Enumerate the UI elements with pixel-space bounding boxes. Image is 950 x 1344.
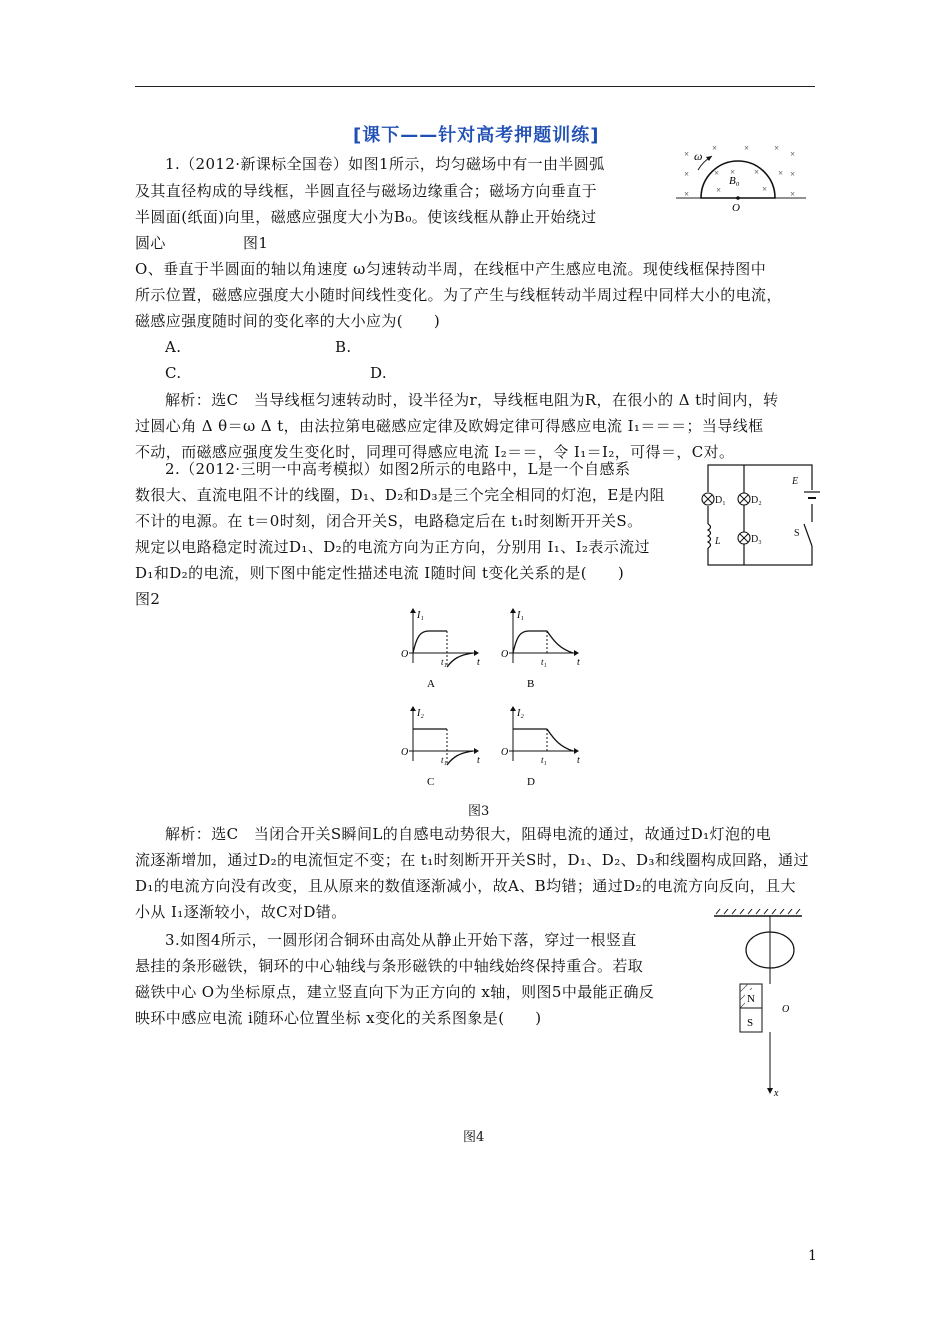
q1-answer-line: 不动，而磁感应强度发生变化时，同理可得感应电流 I₂＝＝，令 I₁＝I₂，可得＝，C对。 bbox=[135, 443, 735, 461]
graph-t-label: t bbox=[477, 755, 480, 766]
field-label: B₀ bbox=[729, 175, 740, 187]
graph-decay-curve bbox=[447, 653, 473, 667]
figure-1-caption: 图1 bbox=[243, 234, 269, 252]
q2-line: D₁和D₂的电流，则下图中能定性描述电流 I随时间 t变化关系的是( ) bbox=[135, 564, 625, 582]
magnet-n-label: N bbox=[747, 993, 755, 1005]
figure-4-magnet bbox=[708, 908, 808, 1098]
graph-t-label: t bbox=[577, 657, 580, 668]
graph-y-label: I₁ bbox=[517, 610, 524, 621]
x-axis-arrow bbox=[767, 1088, 773, 1094]
figure-4-caption: 图4 bbox=[463, 1130, 485, 1145]
page-number: 1 bbox=[808, 1248, 817, 1264]
q1-line: 及其直径构成的导线框，半圆直径与磁场边缘重合；磁场方向垂直于 bbox=[135, 182, 598, 200]
field-cross: × bbox=[790, 169, 796, 179]
q2-line: 2.（2012·三明一中高考模拟）如图2所示的电路中，L是一个自感系 bbox=[165, 460, 631, 478]
field-cross: × bbox=[716, 185, 722, 195]
graph-t-label: t bbox=[577, 755, 580, 766]
field-cross: × bbox=[684, 169, 690, 179]
label-l: L bbox=[715, 536, 721, 547]
graph-current-curve bbox=[413, 631, 447, 653]
field-cross: × bbox=[762, 184, 768, 194]
label-d3: D₃ bbox=[751, 534, 762, 545]
graph-y-label: I₂ bbox=[517, 708, 524, 719]
graph-y-label: I₂ bbox=[417, 708, 424, 719]
figure-3-caption: 图3 bbox=[468, 804, 490, 819]
graph-t-label: t bbox=[477, 657, 480, 668]
q2-answer-line: D₁的电流方向没有改变，且从原来的数值逐渐减小，故A、B均错；通过D₂的电流方向反向，且大 bbox=[135, 877, 796, 895]
graph-option-label: A bbox=[427, 678, 435, 690]
graph-y-arrow bbox=[510, 608, 516, 613]
q1-answer-line: 过圆心角 Δ θ＝ω Δ t，由法拉第电磁感应定律及欧姆定律可得感应电流 I₁＝＝＝；当导线框 bbox=[135, 417, 764, 435]
graph-x-arrow bbox=[474, 650, 479, 656]
q3-line: 悬挂的条形磁铁，铜环的中心轴线与条形磁铁的中轴线始终保持重合。若取 bbox=[135, 957, 644, 975]
field-cross: × bbox=[744, 143, 750, 153]
graph-origin-label: O bbox=[501, 747, 509, 758]
q2-answer-line: 解析：选C 当闭合开关S瞬间L的自感电动势很大，阻碍电流的通过，故通过D₁灯泡的电 bbox=[165, 825, 772, 843]
field-cross: × bbox=[730, 167, 736, 177]
graph-current-curve bbox=[513, 631, 547, 653]
field-cross: × bbox=[684, 189, 690, 199]
q3-line: 3.如图4所示，一圆形闭合铜环由高处从静止开始下落，穿过一根竖直 bbox=[165, 931, 637, 949]
q2-answer-line: 流逐渐增加，通过D₂的电流恒定不变；在 t₁时刻断开开关S时，D₁、D₂、D₃和线圈构成回路，通过 bbox=[135, 851, 809, 869]
field-cross: × bbox=[714, 168, 720, 178]
graph-option-label: D bbox=[527, 776, 535, 788]
field-cross: × bbox=[712, 143, 718, 153]
q1-line: 圆心 bbox=[135, 234, 166, 252]
graph-y-arrow bbox=[410, 608, 416, 613]
graph-option-label: B bbox=[527, 678, 535, 690]
rotation-arrowhead bbox=[706, 156, 712, 161]
figure-1 bbox=[676, 140, 806, 216]
graph-t1-label: t₁ bbox=[441, 657, 447, 667]
graph-x-arrow bbox=[574, 650, 579, 656]
field-cross: × bbox=[754, 167, 760, 177]
graph-decay-curve bbox=[547, 631, 573, 653]
center-label: O bbox=[732, 202, 740, 214]
center-point bbox=[736, 196, 740, 200]
origin-label: O bbox=[782, 1004, 790, 1015]
field-cross: × bbox=[774, 143, 780, 153]
q3-line: 磁铁中心 O为坐标原点，建立竖直向下为正方向的 x轴，则图5中最能正确反 bbox=[135, 983, 655, 1001]
graph-x-arrow bbox=[474, 748, 479, 754]
q2-answer-line: 小从 I₁逐渐较小，故C对D错。 bbox=[135, 903, 347, 921]
graph-origin-label: O bbox=[501, 649, 509, 660]
label-e: E bbox=[792, 476, 799, 487]
graph-t1-label: t₁ bbox=[441, 755, 447, 765]
header-rule bbox=[135, 86, 815, 87]
graph-y-arrow bbox=[410, 706, 416, 711]
magnet-s-label: S bbox=[747, 1017, 754, 1029]
q1-line: 磁感应强度随时间的变化率的大小应为( ) bbox=[135, 312, 441, 330]
figure-3-graphs bbox=[395, 603, 595, 795]
option-d: D. bbox=[370, 364, 388, 382]
graph-option-label: C bbox=[427, 776, 435, 788]
section-title: [课下——针对高考押题训练] bbox=[353, 125, 600, 146]
q1-answer-line: 解析：选C 当导线框匀速转动时，设半径为r，导线框电阻为R，在很小的 Δ t时间内，转 bbox=[165, 391, 779, 409]
field-cross: × bbox=[684, 149, 690, 159]
figure-2-caption: 图2 bbox=[135, 590, 161, 608]
q1-line: O、垂直于半圆面的轴以角速度 ω匀速转动半周，在线框中产生感应电流。现使线框保持图中 bbox=[135, 260, 767, 278]
x-axis-label: x bbox=[774, 1088, 779, 1098]
option-b: B. bbox=[335, 338, 352, 356]
q2-line: 不计的电源。在 t＝0时刻，闭合开关S，电路稳定后在 t₁时刻断开开关S。 bbox=[135, 512, 643, 530]
graph-x-arrow bbox=[574, 748, 579, 754]
graph-y-label: I₁ bbox=[417, 610, 424, 621]
q2-line: 规定以电路稳定时流过D₁、D₂的电流方向为正方向，分别用 I₁、I₂表示流过 bbox=[135, 538, 650, 556]
label-d2: D₂ bbox=[751, 495, 762, 506]
omega-label: ω bbox=[694, 149, 703, 163]
graph-t1-label: t₁ bbox=[541, 755, 547, 765]
option-a: A. bbox=[165, 338, 182, 356]
label-d1: D₁ bbox=[715, 495, 726, 506]
field-cross: × bbox=[790, 189, 796, 199]
field-cross: × bbox=[778, 168, 784, 178]
graph-decay-curve bbox=[447, 751, 473, 765]
q3-line: 映环中感应电流 i随环心位置坐标 x变化的关系图象是( ) bbox=[135, 1009, 542, 1027]
graph-y-arrow bbox=[510, 706, 516, 711]
q1-line: 1.（2012·新课标全国卷）如图1所示，均匀磁场中有一由半圆弧 bbox=[165, 155, 605, 173]
figure-2-circuit bbox=[700, 462, 820, 568]
graph-origin-label: O bbox=[401, 747, 409, 758]
q1-line: 所示位置，磁感应强度大小随时间线性变化。为了产生与线框转动半周过程中同样大小的电流， bbox=[135, 286, 782, 304]
q2-line: 数很大、直流电阻不计的线圈，D₁、D₂和D₃是三个完全相同的灯泡，E是内阻 bbox=[135, 486, 665, 504]
field-cross: × bbox=[790, 149, 796, 159]
graph-t1-label: t₁ bbox=[541, 657, 547, 667]
graph-origin-label: O bbox=[401, 649, 409, 660]
graph-decay-curve bbox=[547, 729, 573, 751]
label-s: S bbox=[794, 528, 800, 539]
option-c: C. bbox=[165, 364, 182, 382]
q1-line: 半圆面(纸面)向里，磁感应强度大小为B₀。使该线框从静止开始绕过 bbox=[135, 208, 597, 226]
